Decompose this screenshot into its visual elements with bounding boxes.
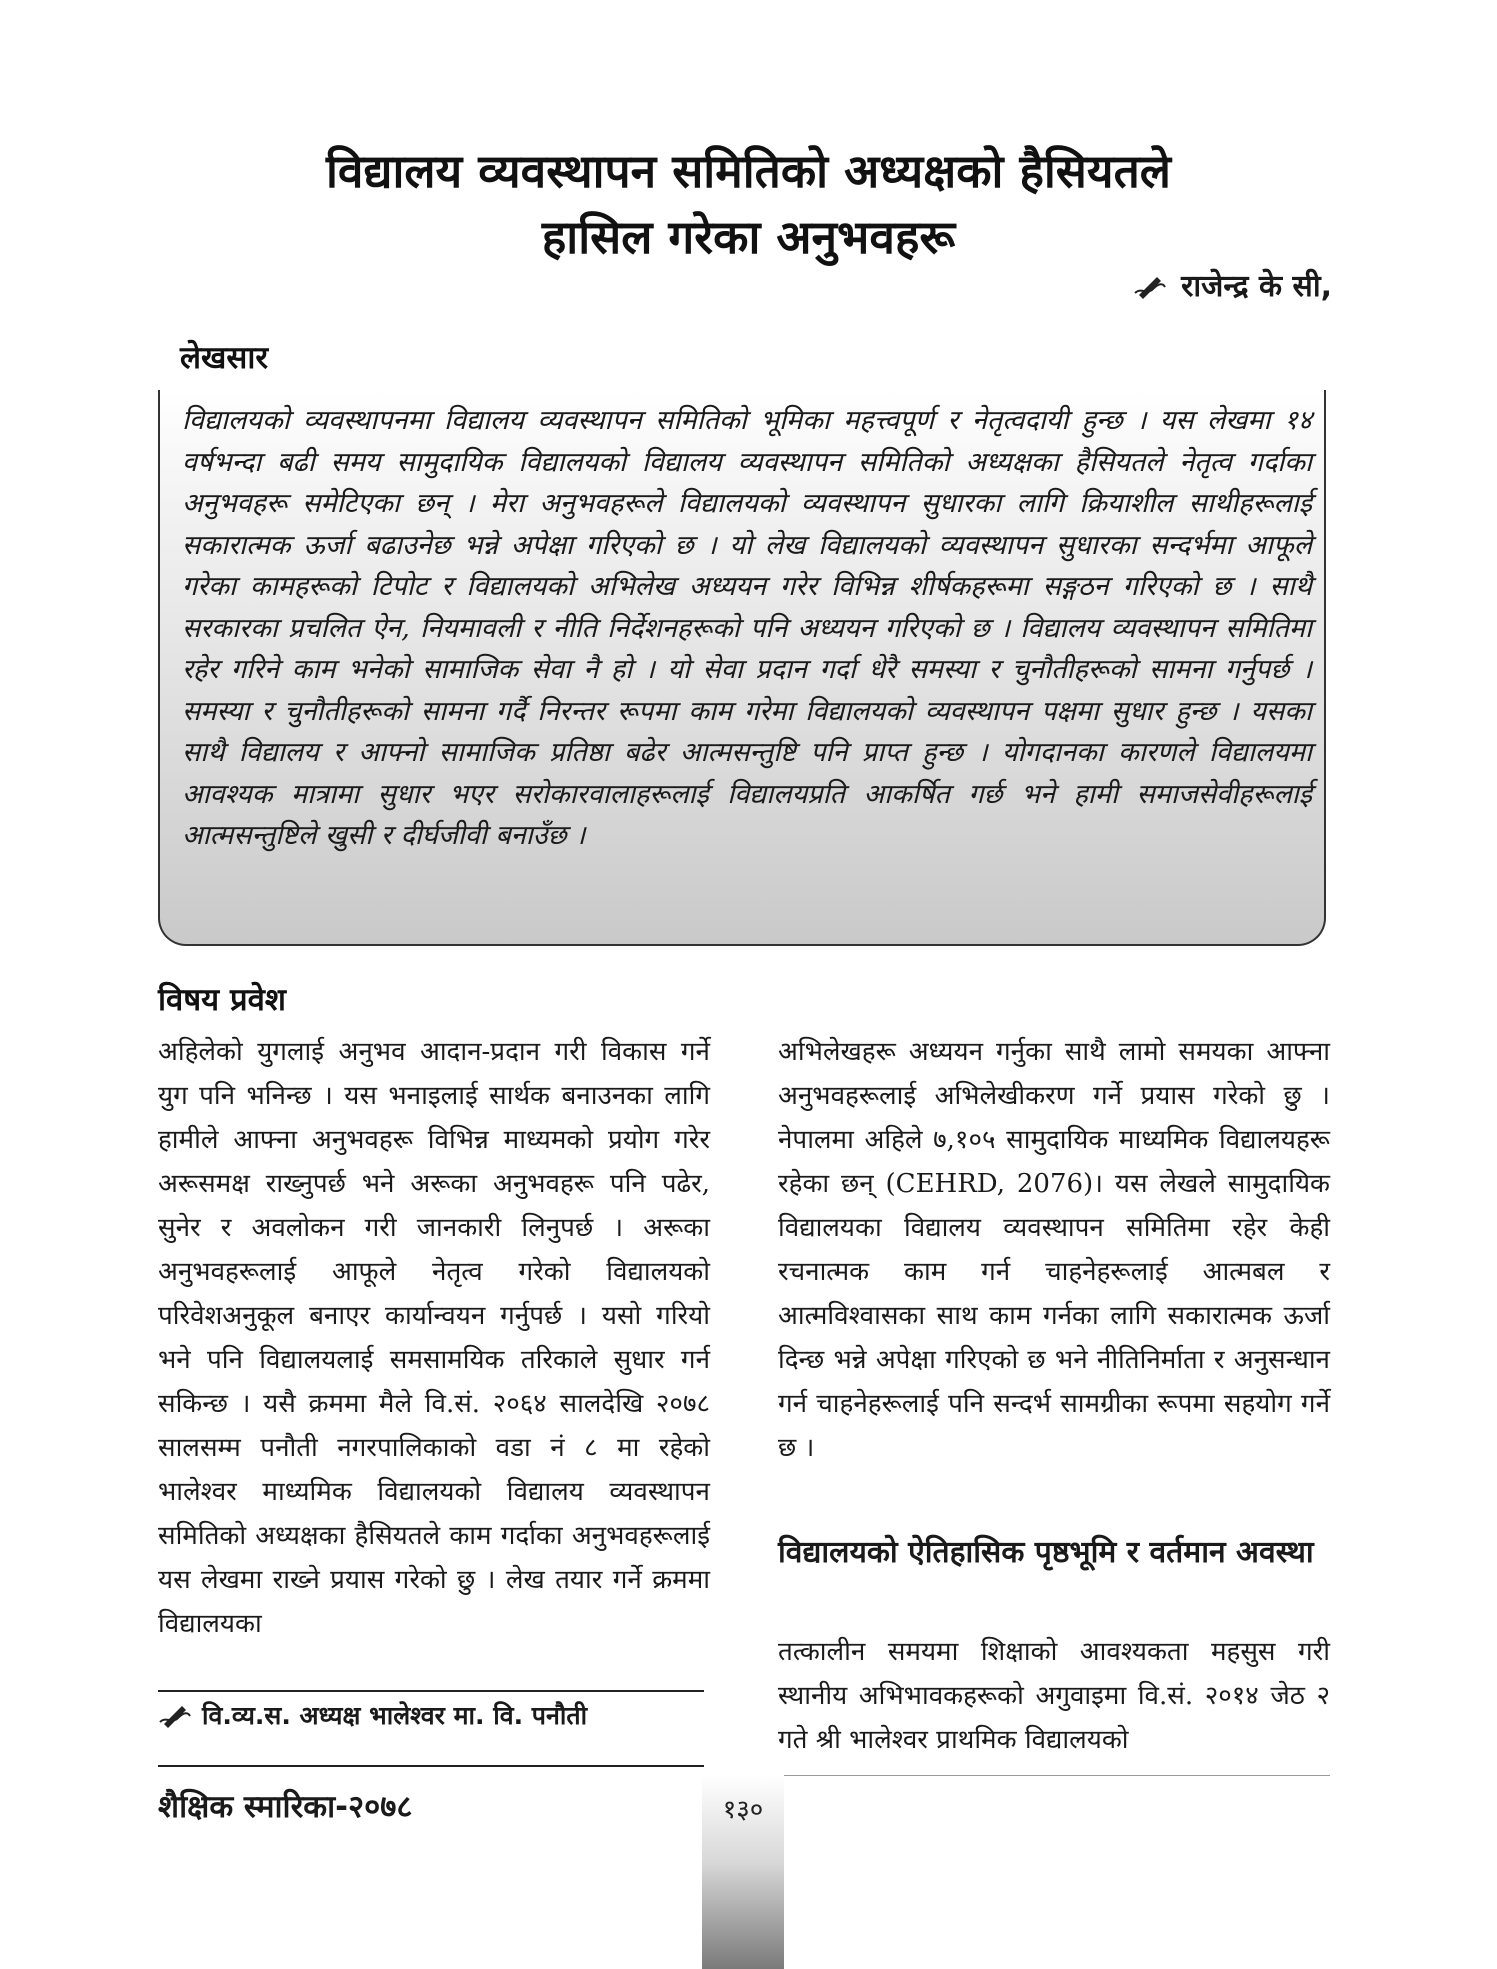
page-number: १३० [722,1795,764,1825]
footnote-text: वि.व्य.स. अध्यक्ष भालेश्वर मा. वि. पनौती [202,1701,588,1730]
pen-writing-icon [158,1702,192,1728]
article-title [0,138,1497,270]
publication-title: शैक्षिक स्मारिका-२०७८ [158,1789,413,1825]
author-byline [1133,264,1332,305]
footer-divider-right [778,1775,1330,1776]
abstract-text: विद्यालयको व्यवस्थापनमा विद्यालय व्यवस्थापन समितिको भूमिका महत्त्वपूर्ण र नेतृत्वदायी हुन्छ । यस लेखमा १४ वर्षभन्दा बढी समय सामुदायिक विद्यालयको विद्यालय व्यवस्थापन समितिको अध्यक्षका हैसियतले नेतृत्व गर्दाका अनुभवहरू समेटिएका छन् । मेरा अनुभवहरूले विद्यालयको व्यवस्थापन सुधारका लागि क्रियाशील साथीहरूलाई सकारात्मक ऊर्जा बढाउनेछ भन्ने अपेक्षा गरिएको छ । यो लेख विद्यालयको व्यवस्थापन सुधारका सन्दर्भमा आफूले गरेका कामहरूको टिपोट र विद्यालयको अभिलेख अध्ययन गरेर विभिन्न शीर्षकहरूमा सङ्गठन गरिएको छ । साथै सरकारका प्रचलित ऐन, नियमावली र नीति निर्देशनहरूको पनि अध्ययन गरिएको छ । विद्यालय व्यवस्थापन समितिमा रहेर गरिने काम भनेको सामाजिक सेवा नै हो । यो सेवा प्रदान गर्दा धेरै समस्या र चुनौतीहरूको सामना गर्नुपर्छ । समस्या र चुनौतीहरूको सामना गर्दै निरन्तर रूपमा काम गरेमा विद्यालयको व्यवस्थापन पक्षमा सुधार हुन्छ । यसका साथै विद्यालय र आफ्नो सामाजिक प्रतिष्ठा बढेर आत्मसन्तुष्टि पनि प्राप्त हुन्छ । योगदानका कारणले विद्यालयमा आवश्यक मात्रामा सुधार भएर सरोकारवालाहरूलाई विद्यालयप्रति आकर्षित गर्छ भने हामी समाजसेवीहरूलाई आत्मसन्तुष्टिले खुसी र दीर्घजीवी बनाउँछ । [182,405,1312,851]
intro-right-text: अभिलेखहरू अध्ययन गर्नुका साथै लामो समयका आफ्ना अनुभवहरूलाई अभिलेखीकरण गर्ने प्रयास गरेको छु । नेपालमा अहिले ७,१०५ सामुदायिक माध्यमिक विद्यालयहरू रहेका छन् (CEHRD, 2076)। यस लेखले सामुदायिक विद्यालयका विद्यालय व्यवस्थापन समितिमा रहेर केही रचनात्मक काम गर्न चाहनेहरूलाई आत्मबल र आत्मविश्वासका साथ काम गर्नका लागि सकारात्मक ऊर्जा दिन्छ भन्ने अपेक्षा गरिएको छ भने नीतिनिर्माता र अनुसन्धान गर्न चाहनेहरूलाई पनि सन्दर्भ सामग्रीका रूपमा सहयोग गर्ने छ । [778,1037,1330,1463]
footnote-divider [158,1690,704,1692]
history-heading: विद्यालयको ऐतिहासिक पृष्ठभूमि र वर्तमान अवस्था [778,1535,1314,1570]
author-footnote [158,1698,718,1732]
intro-heading: विषय प्रवेश [158,982,286,1018]
title-line-1: विद्यालय व्यवस्थापन समितिको अध्यक्षको हैसियतले [325,144,1171,198]
title-line-2: हासिल गरेका अनुभवहरू [541,210,956,264]
abstract-heading: लेखसार [180,340,269,376]
footer-divider-left [158,1765,704,1767]
history-text: तत्कालीन समयमा शिक्षाको आवश्यकता महसुस गरी स्थानीय अभिभावकहरूको अगुवाइमा वि.सं. २०१४ जेठ २ गते श्री भालेश्वर प्राथमिक विद्यालयको [778,1637,1330,1755]
intro-left-column [158,1030,710,1646]
author-name: राजेन्द्र के सी, [1181,269,1332,304]
pen-writing-icon [1133,272,1167,298]
intro-left-text: अहिलेको युगलाई अनुभव आदान-प्रदान गरी विकास गर्ने युग पनि भनिन्छ । यस भनाइलाई सार्थक बनाउनका लागि हामीले आफ्ना अनुभवहरू विभिन्न माध्यमको प्रयोग गरेर अरूसमक्ष राख्नुपर्छ भने अरूका अनुभवहरू पनि पढेर, सुनेर र अवलोकन गरी जानकारी लिनुपर्छ । अरूका अनुभवहरूलाई आफूले नेतृत्व गरेको विद्यालयको परिवेशअनुकूल बनाएर कार्यान्वयन गर्नुपर्छ । यसो गरियो भने पनि विद्यालयलाई समसामयिक तरिकाले सुधार गर्न सकिन्छ । यसै क्रममा मैले वि.सं. २०६४ सालदेखि २०७८ सालसम्म पनौती नगरपालिकाको वडा नं ८ मा रहेको भालेश्वर माध्यमिक विद्यालयको विद्यालय व्यवस्थापन समितिको अध्यक्षका हैसियतले काम गर्दाका अनुभवहरूलाई यस लेखमा राख्ने प्रयास गरेको छु । लेख तयार गर्ने क्रममा विद्यालयका [158,1037,710,1639]
intro-right-column [778,1030,1330,1470]
